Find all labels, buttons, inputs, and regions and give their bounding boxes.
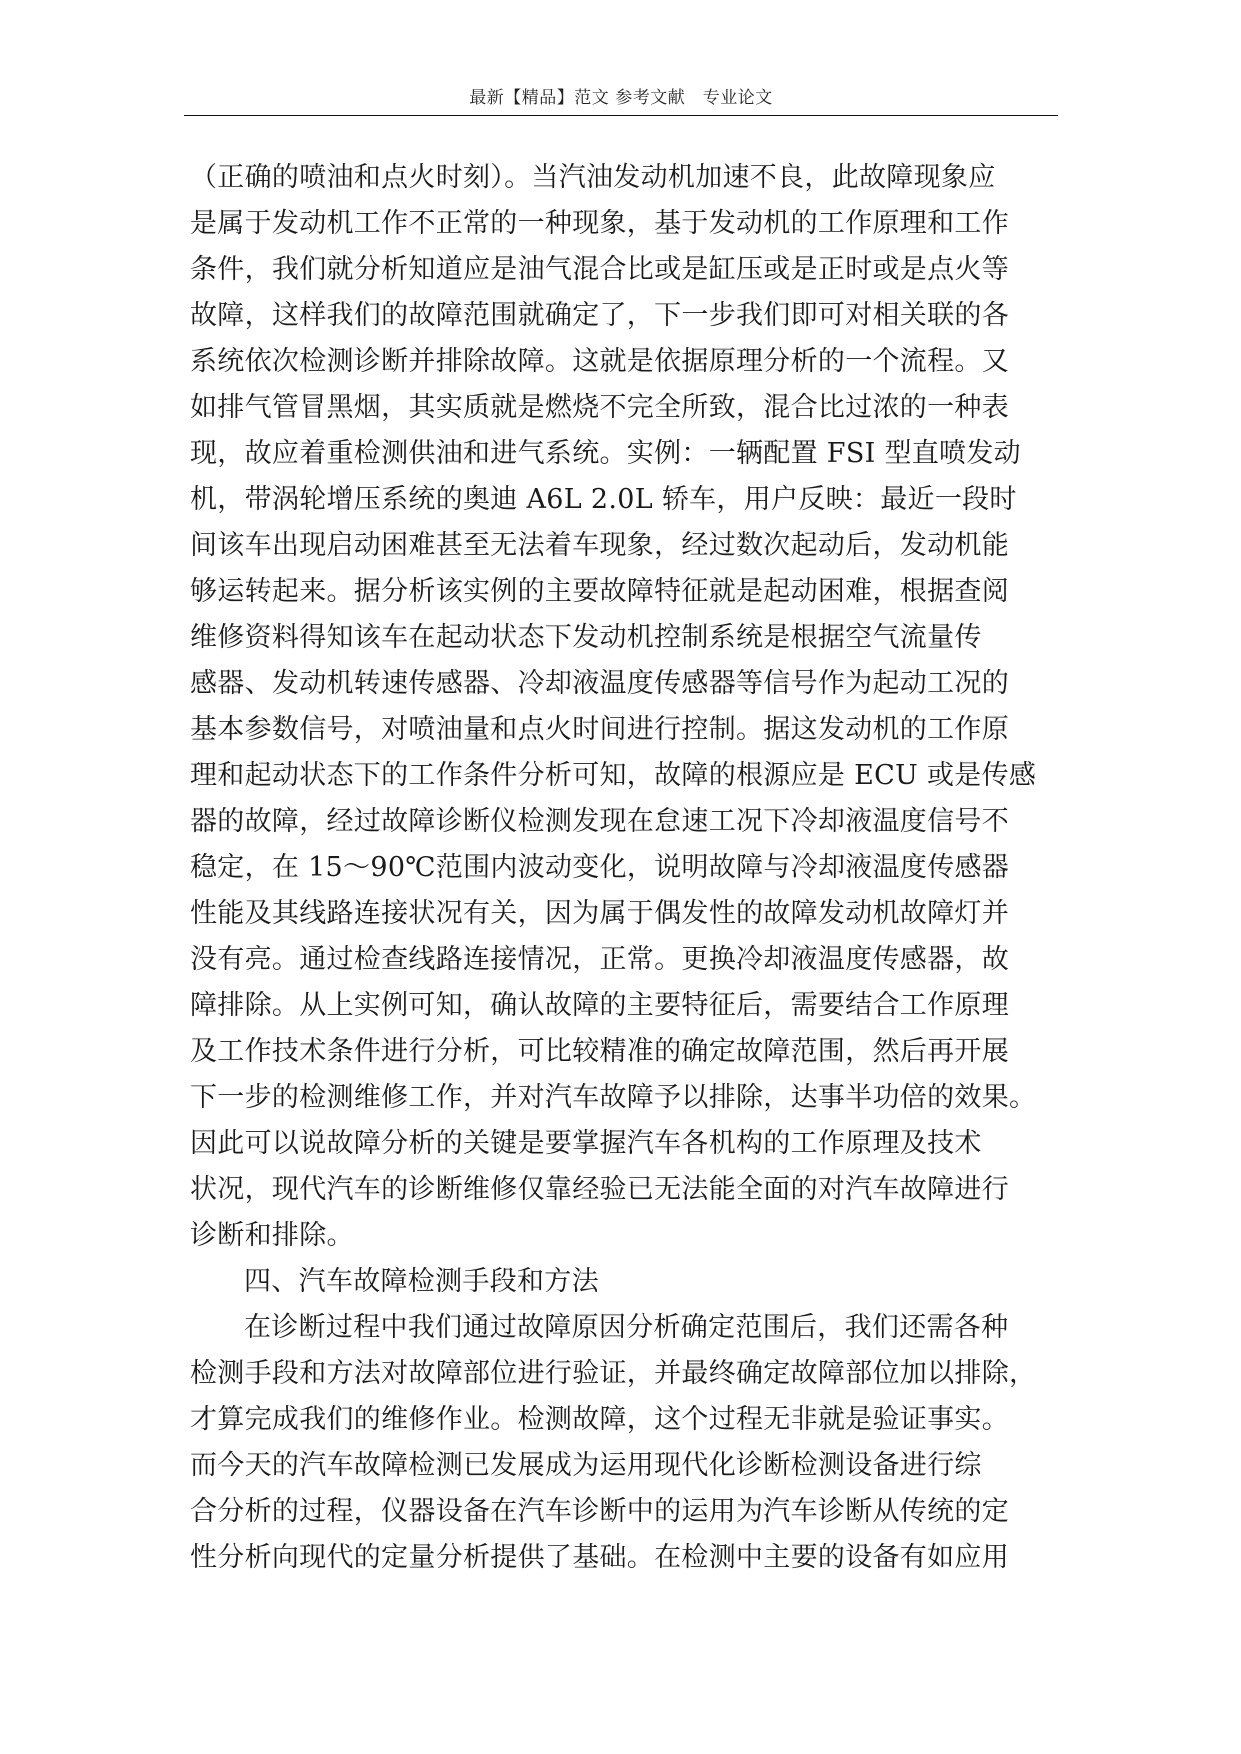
body-line: 理和起动状态下的工作条件分析可知，故障的根源应是 ECU 或是传感 [190,760,1037,791]
body-line: 性分析向现代的定量分析提供了基础。在检测中主要的设备有如应用 [190,1542,1009,1573]
body-line: 基本参数信号，对喷油量和点火时间进行控制。据这发动机的工作原 [190,714,1009,745]
body-line: 器的故障，经过故障诊断仪检测发现在怠速工况下冷却液温度信号不 [190,806,1009,837]
page-header: 最新【精品】范文 参考文献 专业论文 [469,88,773,108]
body-line: 及工作技术条件进行分析，可比较精准的确定故障范围，然后再开展 [190,1036,1009,1067]
body-line: 诊断和排除。 [190,1220,354,1251]
body-line: 障排除。从上实例可知，确认故障的主要特征后，需要结合工作原理 [190,990,1009,1021]
document-body [190,155,1060,1581]
body-line: 条件，我们就分析知道应是油气混合比或是缸压或是正时或是点火等 [190,254,1009,285]
body-line: 系统依次检测诊断并排除故障。这就是依据原理分析的一个流程。又 [190,346,1009,377]
section-heading: 四、汽车故障检测手段和方法 [244,1266,599,1297]
body-line: 在诊断过程中我们通过故障原因分析确定范围后，我们还需各种 [244,1312,1009,1343]
body-line: 稳定，在 15～90℃范围内波动变化，说明故障与冷却液温度传感器 [190,852,1010,883]
header-divider [184,115,1058,116]
body-line: 感器、发动机转速传感器、冷却液温度传感器等信号作为起动工况的 [190,668,1009,699]
body-line: 间该车出现启动困难甚至无法着车现象，经过数次起动后，发动机能 [190,530,1009,561]
body-line: 检测手段和方法对故障部位进行验证，并最终确定故障部位加以排除， [190,1358,1037,1389]
body-line: 维修资料得知该车在起动状态下发动机控制系统是根据空气流量传 [190,622,982,653]
body-line: 如排气管冒黑烟，其实质就是燃烧不完全所致，混合比过浓的一种表 [190,392,1009,423]
body-line: 故障，这样我们的故障范围就确定了，下一步我们即可对相关联的各 [190,300,1009,331]
body-line: 机，带涡轮增压系统的奥迪 A6L 2.0L 轿车，用户反映：最近一段时 [190,484,1017,515]
body-line: （正确的喷油和点火时刻）。当汽油发动机加速不良，此故障现象应 [190,162,996,193]
body-line: 下一步的检测维修工作，并对汽车故障予以排除，达事半功倍的效果。 [190,1082,1037,1113]
body-line: 现，故应着重检测供油和进气系统。实例：一辆配置 FSI 型直喷发动 [190,438,1021,469]
body-line: 是属于发动机工作不正常的一种现象，基于发动机的工作原理和工作 [190,208,1009,239]
body-line: 因此可以说故障分析的关键是要掌握汽车各机构的工作原理及技术 [190,1128,982,1159]
body-line: 够运转起来。据分析该实例的主要故障特征就是起动困难，根据查阅 [190,576,1009,607]
body-line: 合分析的过程，仪器设备在汽车诊断中的运用为汽车诊断从传统的定 [190,1496,1009,1527]
body-line: 状况，现代汽车的诊断维修仅靠经验已无法能全面的对汽车故障进行 [190,1174,1009,1205]
body-line: 性能及其线路连接状况有关，因为属于偶发性的故障发动机故障灯并 [190,898,1009,929]
body-line: 而今天的汽车故障检测已发展成为运用现代化诊断检测设备进行综 [190,1450,982,1481]
body-line: 没有亮。通过检查线路连接情况，正常。更换冷却液温度传感器，故 [190,944,1009,975]
body-line: 才算完成我们的维修作业。检测故障，这个过程无非就是验证事实。 [190,1404,1009,1435]
